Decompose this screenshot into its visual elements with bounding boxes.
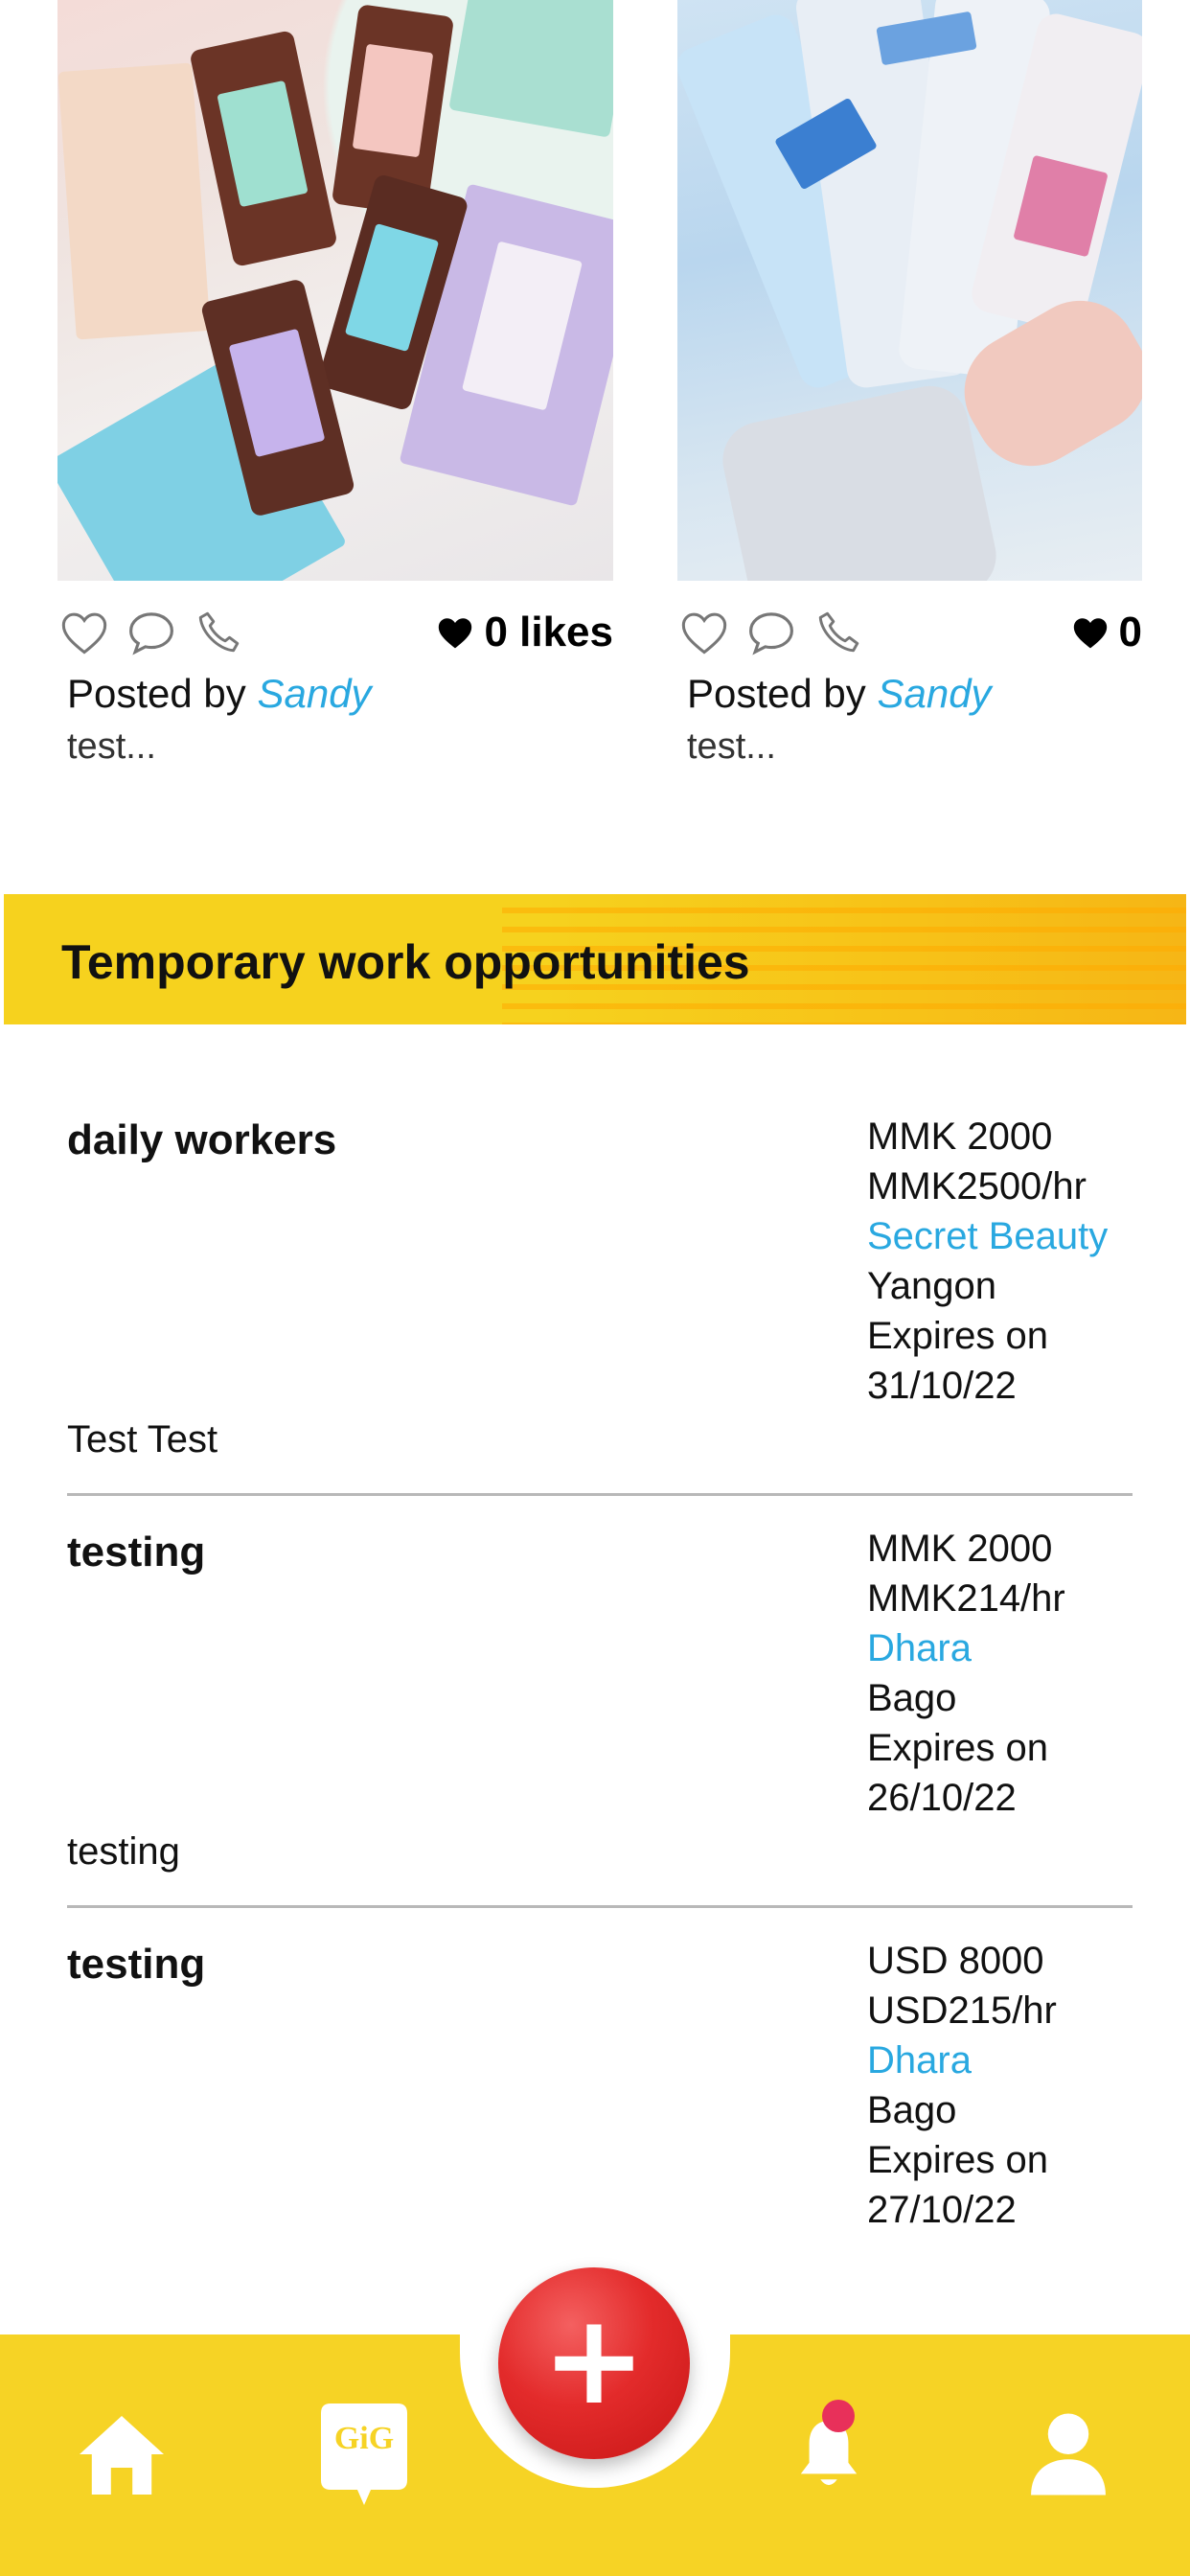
post-image[interactable] xyxy=(677,0,1142,581)
phone-icon[interactable] xyxy=(192,606,245,659)
posted-by xyxy=(67,671,372,717)
job-description: Test Test xyxy=(67,1418,218,1460)
divider xyxy=(67,1493,1133,1496)
posted-by xyxy=(687,671,992,717)
divider xyxy=(67,1905,1133,1908)
section-banner xyxy=(4,894,1186,1024)
job-expires-date: 27/10/22 xyxy=(867,2189,1017,2231)
job-location: Bago xyxy=(867,2089,957,2131)
like-count xyxy=(1071,609,1142,656)
add-post-button[interactable] xyxy=(498,2267,690,2459)
job-company-link[interactable]: Secret Beauty xyxy=(867,1215,1109,1257)
job-title[interactable]: daily workers xyxy=(67,1116,337,1163)
job-pay: MMK 2000 xyxy=(867,1528,1053,1570)
job-rate: MMK214/hr xyxy=(867,1577,1065,1620)
job-expires-label: Expires on xyxy=(867,1315,1048,1357)
profile-icon xyxy=(1027,2410,1110,2498)
posted-by-prefix: Posted by xyxy=(67,671,246,716)
job-location: Bago xyxy=(867,1677,957,1719)
heart-filled-icon xyxy=(1071,615,1110,650)
job-description: testing xyxy=(67,1830,180,1873)
job-item[interactable] xyxy=(67,1112,1133,1524)
nav-home[interactable] xyxy=(69,2402,174,2507)
phone-icon[interactable] xyxy=(812,606,865,659)
gig-label: GiG xyxy=(333,2421,395,2456)
post-description: test... xyxy=(687,726,776,767)
post-card xyxy=(677,0,1142,767)
nav-gig[interactable] xyxy=(321,2404,407,2507)
author-link[interactable]: Sandy xyxy=(257,671,372,716)
post-description: test... xyxy=(67,726,156,767)
post-actions xyxy=(57,606,613,659)
job-list xyxy=(67,1112,1133,2348)
section-title: Temporary work opportunities xyxy=(61,935,750,989)
job-expires-label: Expires on xyxy=(867,1727,1048,1769)
job-meta xyxy=(867,1112,1108,1411)
comment-icon[interactable] xyxy=(744,606,798,659)
post-card xyxy=(57,0,613,767)
like-count-label: 0 likes xyxy=(484,609,613,656)
post-image[interactable] xyxy=(57,0,613,581)
job-pay: USD 8000 xyxy=(867,1940,1044,1982)
job-rate: MMK2500/hr xyxy=(867,1165,1087,1208)
job-expires-date: 31/10/22 xyxy=(867,1365,1017,1407)
job-item[interactable] xyxy=(67,1524,1133,1936)
job-location: Yangon xyxy=(867,1265,996,1307)
job-pay: MMK 2000 xyxy=(867,1116,1053,1158)
job-title[interactable]: testing xyxy=(67,1529,206,1576)
posted-by-prefix: Posted by xyxy=(687,671,866,716)
job-title[interactable]: testing xyxy=(67,1941,206,1988)
nav-profile[interactable] xyxy=(1016,2402,1121,2507)
job-meta xyxy=(867,1524,1065,1823)
job-company-link[interactable]: Dhara xyxy=(867,2039,972,2082)
heart-outline-icon[interactable] xyxy=(677,606,731,659)
like-count-label: 0 xyxy=(1118,609,1142,656)
job-expires-date: 26/10/22 xyxy=(867,1777,1017,1819)
comment-icon[interactable] xyxy=(125,606,178,659)
bottom-nav xyxy=(0,2287,1190,2576)
home-icon xyxy=(76,2410,168,2498)
like-count xyxy=(436,609,613,656)
heart-filled-icon xyxy=(436,615,474,650)
add-icon: + xyxy=(541,2287,647,2432)
job-rate: USD215/hr xyxy=(867,1990,1057,2032)
job-meta xyxy=(867,1936,1057,2235)
job-expires-label: Expires on xyxy=(867,2139,1048,2181)
job-company-link[interactable]: Dhara xyxy=(867,1627,972,1669)
heart-outline-icon[interactable] xyxy=(57,606,111,659)
notification-badge xyxy=(822,2400,855,2432)
post-actions xyxy=(677,606,1142,659)
author-link[interactable]: Sandy xyxy=(877,671,992,716)
